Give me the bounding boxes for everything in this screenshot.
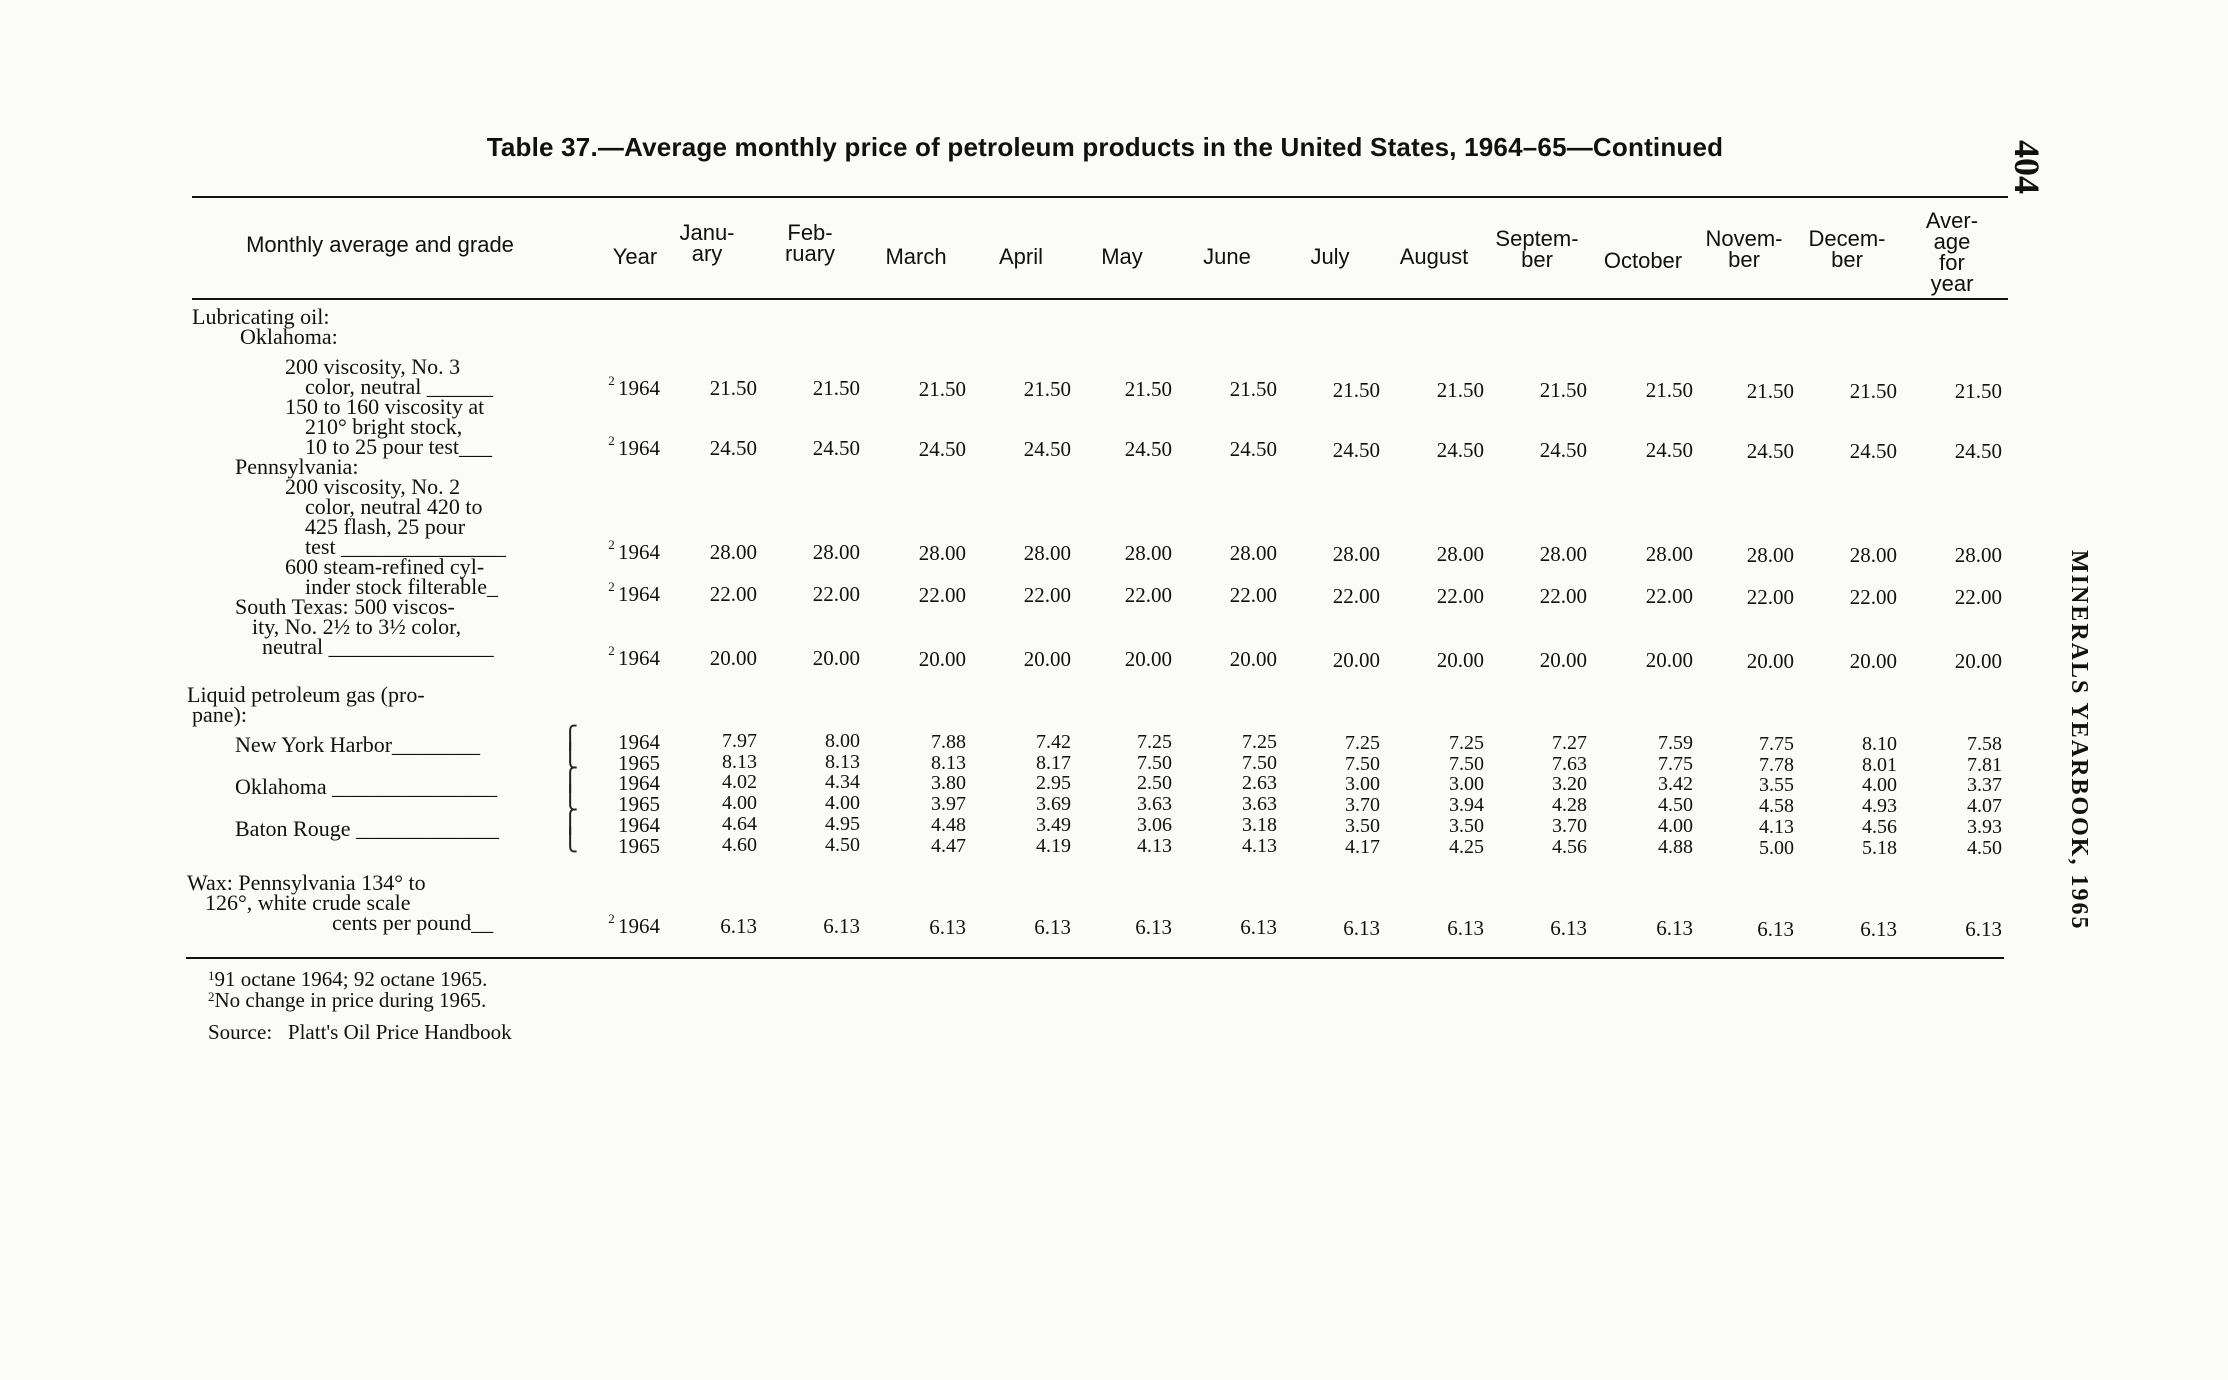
- row-label-line: 10 to 25 pour test___: [305, 434, 492, 459]
- price-cell: 3.63: [1137, 793, 1172, 815]
- row-label-line: Wax: Pennsylvania 134° to: [187, 870, 426, 895]
- price-cell: 24.50: [1332, 438, 1380, 462]
- price-cell: 4.02: [722, 771, 757, 793]
- header-year: Year: [612, 244, 658, 269]
- price-cell: 4.95: [825, 813, 860, 835]
- price-cell: 7.75: [1759, 733, 1794, 755]
- running-head: MINERALS YEARBOOK, 1965: [2066, 550, 2092, 931]
- row-label-line: cents per pound__: [332, 910, 494, 935]
- year-cell: [590, 373, 660, 401]
- brace-mark: ⎧: [562, 809, 579, 834]
- price-cell: 4.17: [1345, 836, 1380, 858]
- header-month: March: [885, 244, 947, 269]
- year-value: 1964: [618, 771, 660, 795]
- price-cell: 4.25: [1449, 836, 1484, 858]
- price-cell: 24.50: [1124, 437, 1172, 461]
- price-cell: 4.00: [1658, 815, 1693, 837]
- price-cell: 22.00: [1645, 584, 1693, 608]
- footnote-ref: 2: [608, 579, 618, 594]
- price-cell: 4.56: [1552, 836, 1587, 858]
- year-cell: [590, 643, 660, 671]
- price-cell: 2.50: [1137, 772, 1172, 794]
- price-cell: 3.20: [1552, 773, 1587, 795]
- price-cell: 21.50: [1229, 377, 1277, 401]
- header-month: June: [1203, 244, 1251, 269]
- price-cell: 22.00: [1954, 585, 2002, 609]
- price-cell: 4.88: [1658, 836, 1693, 858]
- price-cell: 4.47: [931, 835, 966, 857]
- price-cell: 6.13: [1447, 916, 1484, 940]
- price-cell: 3.70: [1552, 815, 1587, 837]
- header-month: April: [998, 244, 1043, 269]
- price-cell: 3.50: [1345, 815, 1380, 837]
- price-cell: 2.63: [1242, 772, 1277, 794]
- row-label-line: pane):: [192, 702, 247, 727]
- price-cell: 20.00: [812, 646, 860, 670]
- price-cell: 4.07: [1967, 795, 2002, 817]
- price-cell: 6.13: [1034, 915, 1071, 939]
- price-cell: 6.13: [929, 915, 966, 939]
- header-month: Feb- ruary: [784, 220, 836, 266]
- price-cell: 28.00: [1849, 543, 1897, 567]
- price-cell: 21.50: [1849, 379, 1897, 403]
- price-cell: 22.00: [1436, 584, 1484, 608]
- price-cell: 22.00: [812, 582, 860, 606]
- row-label-line: Lubricating oil:: [192, 304, 330, 329]
- price-cell: 22.00: [1332, 584, 1380, 608]
- year-value: 1964: [618, 646, 660, 670]
- price-cell: 7.27: [1552, 732, 1587, 754]
- footnote-1: [208, 968, 487, 990]
- year-cell: [590, 834, 660, 859]
- price-cell: 21.50: [812, 376, 860, 400]
- top-rule: [192, 196, 2008, 198]
- price-cell: 7.78: [1759, 754, 1794, 776]
- brace-mark: ⎩: [562, 827, 579, 852]
- price-cell: 24.50: [918, 437, 966, 461]
- price-cell: 7.25: [1242, 731, 1277, 753]
- price-cell: 7.50: [1449, 753, 1484, 775]
- footnote-ref: 2: [608, 911, 618, 926]
- year-cell: [590, 911, 660, 939]
- bottom-rule: [186, 957, 2004, 959]
- price-cell: 22.00: [918, 583, 966, 607]
- price-cell: 7.42: [1036, 731, 1071, 753]
- price-cell: 22.00: [1539, 584, 1587, 608]
- header-stub: Monthly average and grade: [246, 232, 514, 257]
- brace-mark: ⎧: [562, 725, 579, 750]
- row-label-line: Oklahoma:: [240, 324, 338, 349]
- price-cell: 7.75: [1658, 753, 1693, 775]
- price-cell: 28.00: [1954, 543, 2002, 567]
- price-cell: 3.94: [1449, 794, 1484, 816]
- footnote-ref: 2: [608, 433, 618, 448]
- price-cell: 3.80: [931, 772, 966, 794]
- price-cell: 7.50: [1137, 752, 1172, 774]
- price-cell: 22.00: [1849, 585, 1897, 609]
- price-cell: 7.97: [722, 730, 757, 752]
- brace-mark: ⎩: [562, 743, 579, 768]
- footnote-1-text: 91 octane 1964; 92 octane 1965.: [214, 967, 488, 991]
- header-month: July: [1310, 244, 1350, 269]
- price-cell: 21.50: [1954, 379, 2002, 403]
- footnote-ref: 2: [608, 537, 618, 552]
- row-label-line: test _______________: [305, 534, 507, 559]
- year-value: 1965: [618, 834, 660, 858]
- price-cell: 28.00: [1746, 543, 1794, 567]
- price-cell: 28.00: [1124, 541, 1172, 565]
- price-cell: 20.00: [1954, 649, 2002, 673]
- price-cell: 4.13: [1242, 835, 1277, 857]
- source-note: Source: Platt's Oil Price Handbook: [208, 1020, 512, 1044]
- price-cell: 7.63: [1552, 753, 1587, 775]
- footnote-2-mark: 2: [208, 989, 215, 1004]
- price-cell: 3.37: [1967, 774, 2002, 796]
- price-cell: 3.63: [1242, 793, 1277, 815]
- price-cell: 21.50: [1746, 379, 1794, 403]
- price-cell: 4.19: [1036, 835, 1071, 857]
- row-label-line: 210° bright stock,: [305, 414, 463, 439]
- price-cell: 8.00: [825, 730, 860, 752]
- footnote-1-mark: 1: [208, 968, 215, 983]
- row-label-line: Pennsylvania:: [235, 454, 359, 479]
- price-cell: 6.13: [1860, 917, 1897, 941]
- row-label-line: 126°, white crude scale: [205, 890, 411, 915]
- year-value: 1964: [618, 813, 660, 837]
- year-cell: [590, 433, 660, 461]
- price-cell: 7.88: [931, 731, 966, 753]
- price-cell: 28.00: [1332, 542, 1380, 566]
- year-value: 1965: [618, 792, 660, 816]
- row-label-line: inder stock filterable_: [305, 574, 499, 599]
- header-month: Novem- ber: [1705, 226, 1783, 272]
- price-cell: 4.00: [1862, 774, 1897, 796]
- price-cell: 4.58: [1759, 795, 1794, 817]
- footnote-2-text: No change in price during 1965.: [214, 988, 487, 1012]
- row-label-line: neutral _______________: [262, 634, 494, 659]
- price-cell: 6.13: [823, 914, 860, 938]
- row-label-line: Baton Rouge _____________: [235, 816, 499, 841]
- price-cell: 22.00: [1746, 585, 1794, 609]
- price-cell: 7.58: [1967, 733, 2002, 755]
- price-cell: 20.00: [1332, 648, 1380, 672]
- price-cell: 4.34: [825, 771, 860, 793]
- price-cell: 20.00: [709, 646, 757, 670]
- price-cell: 24.50: [709, 436, 757, 460]
- footnote-ref: 2: [608, 373, 618, 388]
- price-cell: 8.01: [1862, 754, 1897, 776]
- row-label-line: 200 viscosity, No. 2: [285, 474, 461, 499]
- price-cell: 24.50: [812, 436, 860, 460]
- year-value: 1964: [618, 730, 660, 754]
- price-cell: 22.00: [1023, 583, 1071, 607]
- price-cell: 3.00: [1345, 773, 1380, 795]
- price-cell: 3.93: [1967, 816, 2002, 838]
- price-cell: 7.25: [1449, 732, 1484, 754]
- price-cell: 4.00: [825, 792, 860, 814]
- header-month: May: [1101, 244, 1143, 269]
- price-cell: 20.00: [1023, 647, 1071, 671]
- price-cell: 24.50: [1645, 438, 1693, 462]
- price-cell: 21.50: [918, 377, 966, 401]
- price-cell: 7.81: [1967, 754, 2002, 776]
- header-month: Aver- age for year: [1925, 208, 1979, 296]
- price-cell: 6.13: [1757, 917, 1794, 941]
- price-cell: 4.13: [1759, 816, 1794, 838]
- price-cell: 21.50: [1023, 377, 1071, 401]
- price-cell: 28.00: [1436, 542, 1484, 566]
- year-value: 1964: [618, 914, 660, 938]
- year-value: 1964: [618, 540, 660, 564]
- year-value: 1965: [618, 751, 660, 775]
- price-cell: 28.00: [1229, 541, 1277, 565]
- price-cell: 5.00: [1759, 837, 1794, 859]
- header-month: Janu- ary: [679, 220, 735, 266]
- price-cell: 4.13: [1137, 835, 1172, 857]
- price-cell: 20.00: [1746, 649, 1794, 673]
- price-cell: 21.50: [1436, 378, 1484, 402]
- row-label-line: color, neutral ______: [305, 374, 493, 399]
- price-cell: 7.25: [1137, 731, 1172, 753]
- price-cell: 21.50: [709, 376, 757, 400]
- price-cell: 28.00: [918, 541, 966, 565]
- price-cell: 22.00: [1124, 583, 1172, 607]
- year-value: 1964: [618, 582, 660, 606]
- price-cell: 4.60: [722, 834, 757, 856]
- row-label-line: 200 viscosity, No. 3: [285, 354, 461, 379]
- price-cell: 4.64: [722, 813, 757, 835]
- price-cell: 20.00: [918, 647, 966, 671]
- price-cell: 24.50: [1849, 439, 1897, 463]
- price-cell: 24.50: [1746, 439, 1794, 463]
- price-cell: 7.59: [1658, 732, 1693, 754]
- price-cell: 3.97: [931, 793, 966, 815]
- price-cell: 4.50: [1967, 837, 2002, 859]
- price-cell: 8.13: [825, 751, 860, 773]
- price-cell: 22.00: [1229, 583, 1277, 607]
- price-cell: 6.13: [1240, 915, 1277, 939]
- price-cell: 20.00: [1645, 648, 1693, 672]
- price-cell: 20.00: [1849, 649, 1897, 673]
- price-cell: 8.10: [1862, 733, 1897, 755]
- price-cell: 6.13: [1135, 915, 1172, 939]
- price-cell: 6.13: [1550, 916, 1587, 940]
- price-cell: 2.95: [1036, 772, 1071, 794]
- table-title: Table 37.—Average monthly price of petroleum products in the United States, 1964–65—Continued: [486, 132, 1724, 162]
- price-cell: 6.13: [1965, 917, 2002, 941]
- row-label-line: Oklahoma _______________: [235, 774, 498, 799]
- price-cell: 3.55: [1759, 774, 1794, 796]
- price-cell: 28.00: [812, 540, 860, 564]
- footnote-ref: 2: [608, 643, 618, 658]
- header-rule: [192, 298, 2008, 300]
- row-label-line: 600 steam-refined cyl-: [285, 554, 485, 579]
- price-cell: 28.00: [1023, 541, 1071, 565]
- price-cell: 3.00: [1449, 773, 1484, 795]
- row-label-line: South Texas: 500 viscos-: [235, 594, 455, 619]
- price-cell: 21.50: [1539, 378, 1587, 402]
- row-label-line: 150 to 160 viscosity at: [285, 394, 485, 419]
- price-cell: 20.00: [1124, 647, 1172, 671]
- price-cell: 24.50: [1954, 439, 2002, 463]
- year-value: 1964: [618, 436, 660, 460]
- price-cell: 8.13: [722, 751, 757, 773]
- header-month: Septem- ber: [1495, 226, 1579, 272]
- price-cell: 28.00: [1539, 542, 1587, 566]
- price-cell: 28.00: [1645, 542, 1693, 566]
- header-month: Decem- ber: [1808, 226, 1886, 272]
- price-cell: 4.00: [722, 792, 757, 814]
- price-cell: 24.50: [1023, 437, 1071, 461]
- price-cell: 3.06: [1137, 814, 1172, 836]
- price-cell: 20.00: [1539, 648, 1587, 672]
- row-label-line: ity, No. 2½ to 3½ color,: [252, 614, 462, 639]
- header-month: October: [1603, 248, 1683, 273]
- price-cell: 3.42: [1658, 773, 1693, 795]
- price-cell: 24.50: [1539, 438, 1587, 462]
- price-cell: 21.50: [1332, 378, 1380, 402]
- price-cell: 4.28: [1552, 794, 1587, 816]
- price-cell: 7.50: [1345, 753, 1380, 775]
- price-cell: 3.50: [1449, 815, 1484, 837]
- price-cell: 4.50: [1658, 794, 1693, 816]
- brace-mark: ⎧: [562, 767, 579, 792]
- price-cell: 20.00: [1229, 647, 1277, 671]
- page-number: 404: [2007, 140, 2047, 194]
- price-cell: 20.00: [1436, 648, 1484, 672]
- price-cell: 21.50: [1124, 377, 1172, 401]
- price-cell: 4.50: [825, 834, 860, 856]
- row-label-line: Liquid petroleum gas (pro-: [187, 682, 425, 707]
- price-cell: 3.70: [1345, 794, 1380, 816]
- price-cell: 28.00: [709, 540, 757, 564]
- price-cell: 8.13: [931, 752, 966, 774]
- price-cell: 6.13: [1656, 916, 1693, 940]
- price-cell: 3.69: [1036, 793, 1071, 815]
- price-cell: 3.18: [1242, 814, 1277, 836]
- row-label-line: color, neutral 420 to: [305, 494, 483, 519]
- price-cell: 7.50: [1242, 752, 1277, 774]
- year-cell: [590, 579, 660, 607]
- price-cell: 5.18: [1862, 837, 1897, 859]
- price-cell: 6.13: [720, 914, 757, 938]
- brace-mark: ⎩: [562, 785, 579, 810]
- price-cell: 4.93: [1862, 795, 1897, 817]
- year-value: 1964: [618, 376, 660, 400]
- header-month: August: [1399, 244, 1469, 269]
- year-cell: [590, 537, 660, 565]
- row-label-line: New York Harbor________: [235, 732, 481, 757]
- price-cell: 4.56: [1862, 816, 1897, 838]
- price-cell: 8.17: [1036, 752, 1071, 774]
- footnote-2: [208, 989, 486, 1011]
- price-cell: 3.49: [1036, 814, 1071, 836]
- price-cell: 4.48: [931, 814, 966, 836]
- price-cell: 7.25: [1345, 732, 1380, 754]
- price-cell: 24.50: [1436, 438, 1484, 462]
- price-cell: 21.50: [1645, 378, 1693, 402]
- row-label-line: 425 flash, 25 pour: [305, 514, 466, 539]
- price-cell: 22.00: [709, 582, 757, 606]
- price-cell: 6.13: [1343, 916, 1380, 940]
- price-cell: 24.50: [1229, 437, 1277, 461]
